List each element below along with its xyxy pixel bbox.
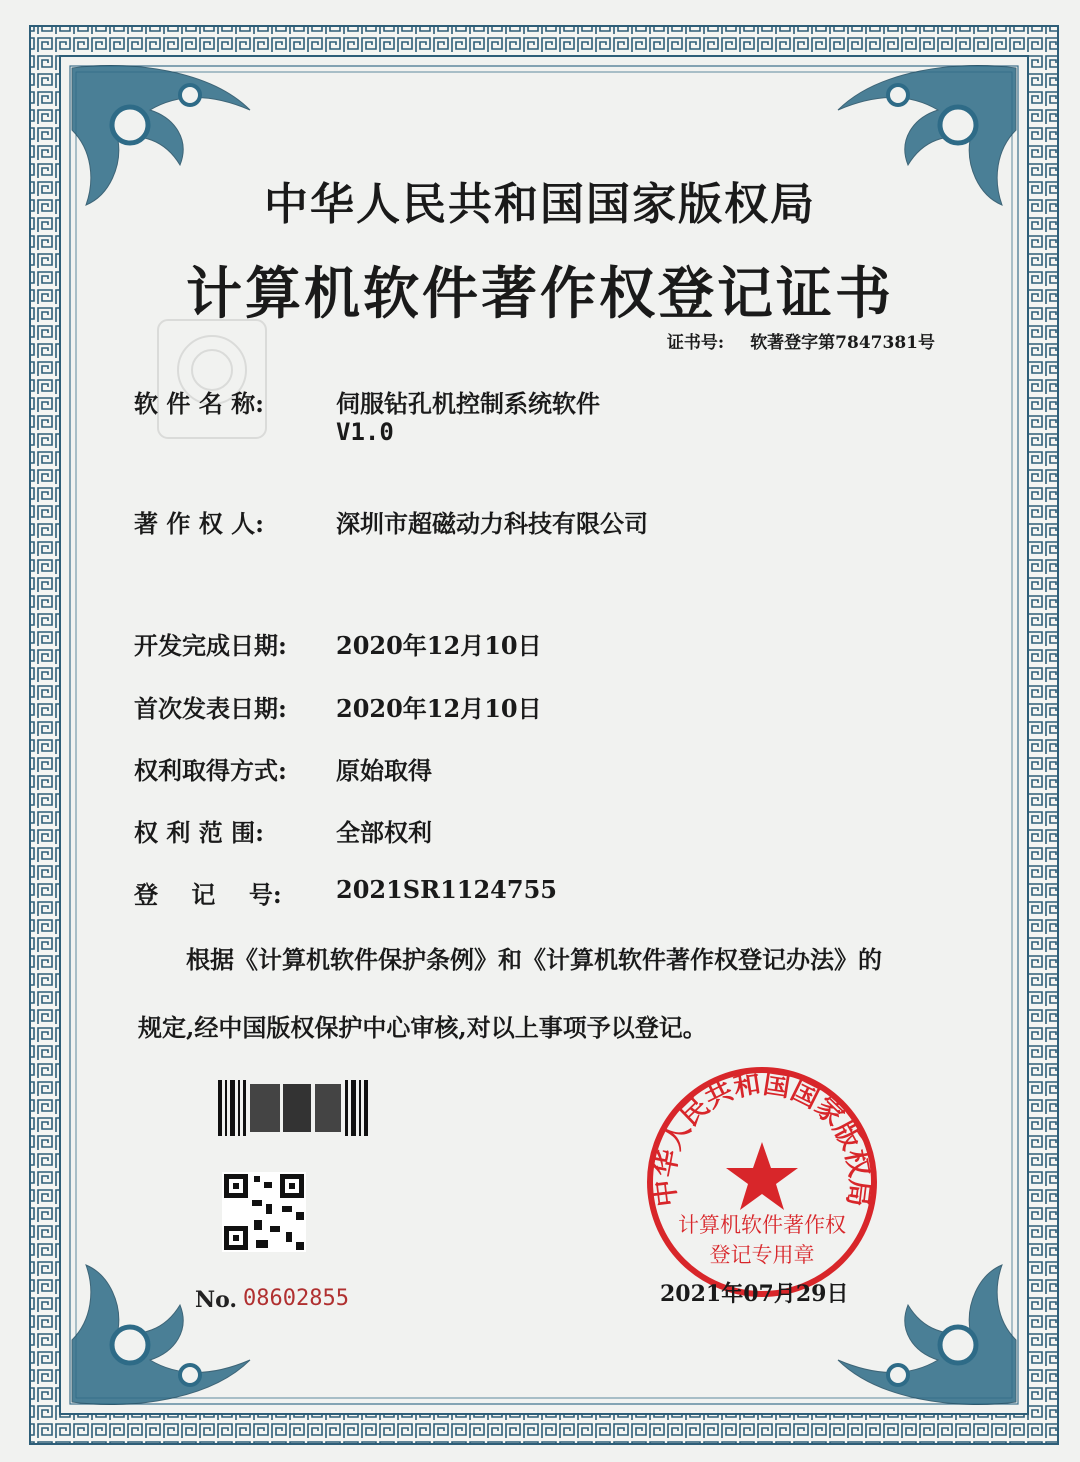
rights-scope-value: 全部权利 xyxy=(336,818,432,847)
rights-method-label: 权利取得方式: xyxy=(134,756,287,785)
certificate-number-value: 软著登字第7847381号 xyxy=(750,333,935,353)
statement-line-1: 根据《计算机软件保护条例》和《计算机软件著作权登记办法》的 xyxy=(186,945,882,974)
software-name-value: 伺服钻孔机控制系统软件 xyxy=(336,389,600,418)
seal-outer-text: 中华人民共和国国家版权局 xyxy=(649,1068,875,1209)
seal-inner-line-2: 登记专用章 xyxy=(709,1243,815,1267)
rights-scope-label: 权 利 范 围: xyxy=(134,818,264,847)
serial-label: No. xyxy=(195,1287,238,1313)
owner-value: 深圳市超磁动力科技有限公司 xyxy=(336,509,648,538)
authority-title: 中华人民共和国国家版权局 xyxy=(264,179,816,230)
pub-date-label: 首次发表日期: xyxy=(134,694,287,723)
reg-no-label: 登 记 号: xyxy=(134,880,282,909)
issue-date: 2021年07月29日 xyxy=(660,1281,849,1307)
serial-number: 08602855 xyxy=(243,1286,349,1311)
seal-inner-line-1: 计算机软件著作权 xyxy=(678,1213,846,1237)
statement-line-2: 规定,经中国版权保护中心审核,对以上事项予以登记。 xyxy=(138,1013,707,1042)
owner-label: 著 作 权 人: xyxy=(134,509,264,538)
pub-date-value: 2020年12月10日 xyxy=(336,694,542,723)
reg-no-value: 2021SR1124755 xyxy=(336,875,557,904)
dev-date-label: 开发完成日期: xyxy=(134,631,287,660)
certificate-title: 计算机软件著作权登记证书 xyxy=(186,261,894,327)
rights-method-value: 原始取得 xyxy=(336,756,432,785)
software-name-label: 软 件 名 称: xyxy=(134,389,264,418)
software-version: V1.0 xyxy=(336,418,394,446)
dev-date-value: 2020年12月10日 xyxy=(336,631,542,660)
certificate-number-label: 证书号: xyxy=(666,333,725,353)
